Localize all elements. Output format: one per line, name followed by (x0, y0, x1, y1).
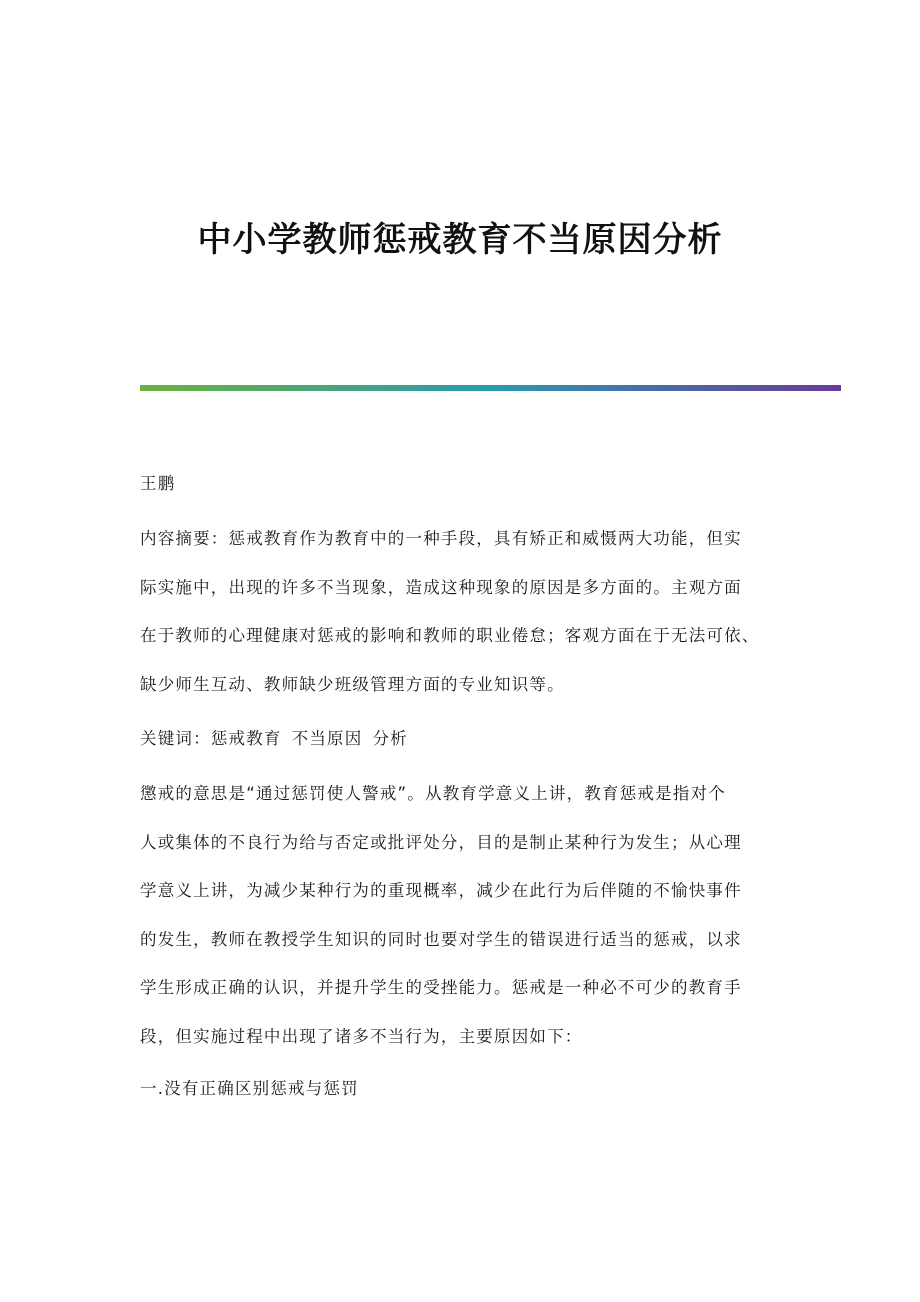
document-title: 中小学教师惩戒教育不当原因分析 (197, 220, 723, 260)
section-heading: 一.没有正确区别惩戒与惩罚 (140, 1079, 359, 1098)
keywords-label: 关键词： (140, 729, 211, 748)
author-name: 王鹏 (140, 474, 176, 493)
abstract-line: 在于教师的心理健康对惩戒的影响和教师的职业倦怠；客观方面在于无法可依、 (140, 626, 760, 645)
abstract-line: 缺少师生互动、教师缺少班级管理方面的专业知识等。 (140, 674, 565, 694)
gradient-divider (140, 385, 841, 391)
body-line: 人或集体的不良行为给与否定或批评处分，目的是制止某种行为发生；从心理 (140, 832, 742, 852)
body-line: 学意义上讲，为减少某种行为的重现概率，减少在此行为后伴随的不愉快事件 (140, 881, 742, 900)
body-line: 懲戒的意思是“通过惩罚使人警戒”。从教育学意义上讲，教育惩戒是指对个 (140, 784, 726, 803)
body-line: 段，但实施过程中出现了诸多不当行为，主要原因如下： (140, 1026, 583, 1046)
abstract-line: 际实施中，出现的许多不当现象，造成这种现象的原因是多方面的。主观方面 (140, 577, 742, 597)
body-paragraph (140, 770, 800, 1061)
keyword: 惩戒教育 (210, 729, 282, 748)
keywords-line (140, 727, 800, 751)
body-line: 的发生，教师在教授学生知识的同时也要对学生的错误进行适当的惩戒，以求 (140, 929, 742, 949)
body-line: 学生形成正确的认识，并提升学生的受挫能力。惩戒是一种必不可少的教育手 (140, 978, 742, 997)
keyword: 分析 (372, 729, 408, 748)
keyword: 不当原因 (291, 729, 363, 748)
abstract (140, 515, 800, 709)
abstract-line: 内容摘要：惩戒教育作为教育中的一种手段，具有矫正和威慑两大功能，但实 (140, 529, 742, 548)
